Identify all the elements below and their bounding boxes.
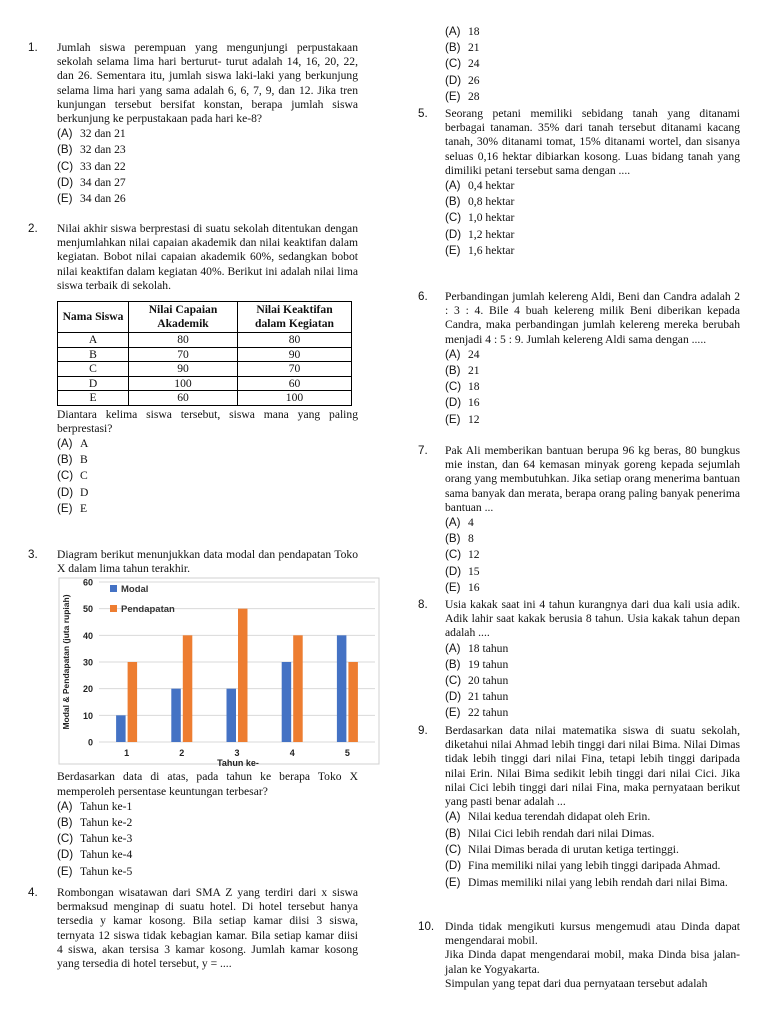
option-text: 12 (468, 412, 480, 426)
answer-option[interactable] (445, 641, 740, 657)
answer-option[interactable] (445, 875, 740, 891)
bar-pendapatan (128, 662, 138, 742)
option-label: (A) (445, 810, 461, 824)
answer-option[interactable] (445, 412, 740, 428)
table-cell: 80 (238, 333, 352, 348)
option-label: (A) (57, 127, 73, 141)
bar-modal (337, 636, 347, 743)
option-label: (E) (445, 412, 461, 426)
question-prompt: Diantara kelima siswa tersebut, siswa mana yang paling berprestasi? (57, 407, 358, 435)
answer-option[interactable] (445, 395, 740, 411)
option-text: Dimas memiliki nilai yang lebih rendah dari nilai Bima. (468, 875, 728, 889)
table-row (58, 376, 352, 391)
option-text: 15 (468, 564, 480, 578)
x-tick-label: 3 (234, 748, 240, 759)
option-label: (A) (445, 25, 461, 38)
table-cell: 60 (129, 391, 238, 406)
chart-frame (59, 578, 379, 764)
answer-option[interactable] (57, 159, 358, 175)
question-line: Simpulan yang tepat dari dua pernyataan tersebut adalah (445, 976, 708, 990)
bar-pendapatan (293, 636, 303, 743)
option-label: (B) (445, 657, 461, 671)
option-text: 22 tahun (468, 706, 509, 720)
options-q3 (57, 799, 358, 880)
answer-option[interactable] (57, 175, 358, 191)
answer-option[interactable] (57, 436, 358, 452)
y-tick-label: 0 (87, 737, 93, 748)
x-tick-label: 1 (124, 748, 130, 759)
y-tick-label: 50 (82, 604, 93, 615)
answer-option[interactable] (445, 858, 740, 874)
question-number: 4. (28, 886, 38, 899)
options-q8 (445, 641, 740, 722)
option-label: (B) (57, 453, 73, 467)
option-label: (A) (445, 516, 461, 530)
option-text: C (80, 469, 88, 483)
question-number: 3. (28, 548, 38, 561)
option-text: B (80, 453, 88, 467)
option-text: 24 (468, 347, 480, 361)
table-cell: 90 (129, 362, 238, 377)
question-7 (418, 444, 740, 596)
answer-option[interactable] (57, 468, 358, 484)
answer-option[interactable] (445, 210, 740, 226)
header-nama-siswa: Nama Siswa (58, 302, 129, 333)
option-text: 20 tahun (468, 674, 509, 688)
table-cell: A (58, 333, 129, 348)
answer-option[interactable] (445, 547, 740, 563)
x-axis-label: Tahun ke- (217, 758, 259, 769)
option-text: 12 (468, 548, 480, 562)
option-label: (D) (445, 564, 462, 578)
bar-modal (116, 716, 126, 743)
option-label: (C) (57, 469, 74, 483)
table-cell: 90 (238, 347, 352, 362)
y-tick-label: 40 (82, 631, 93, 642)
question-number: 2. (28, 222, 38, 235)
question-5 (418, 107, 740, 259)
option-text: 1,6 hektar (468, 243, 515, 257)
option-text: 1,2 hektar (468, 227, 515, 241)
question-1 (28, 41, 358, 207)
option-label: (B) (445, 364, 461, 378)
option-text: 26 (468, 73, 480, 87)
question-number: 5. (418, 107, 428, 120)
option-label: (C) (445, 57, 462, 71)
y-tick-label: 10 (82, 711, 93, 722)
option-label: (B) (57, 143, 73, 157)
option-text: 21 tahun (468, 690, 509, 704)
bar-modal (227, 689, 237, 742)
option-label: (D) (445, 73, 462, 87)
answer-option[interactable] (445, 56, 740, 72)
option-text: 8 (468, 532, 474, 546)
option-text: 21 (468, 41, 480, 55)
bar-modal (171, 689, 181, 742)
option-text: 32 dan 23 (80, 143, 126, 157)
bar-chart-svg (57, 576, 382, 768)
options-q5 (445, 178, 740, 259)
bar-pendapatan (183, 636, 193, 743)
answer-option[interactable] (445, 347, 740, 363)
option-label: (E) (57, 501, 73, 515)
question-text: Berdasarkan data nilai matematika siswa di suatu sekolah, diketahui nilai Ahmad lebih tinggi dari nilai Bima. Nilai Dimas tidak lebih tinggi dari nilai Fina, tetapi lebih tinggi daripada nilai Erin. Nilai Bima sedikit lebih tinggi dari nilai Cici. Jika nilai Cici lebih tinggi dari nilai Fina, maka pernyataan berikut yang pasti benar adalah ... (445, 724, 740, 809)
answer-option[interactable] (57, 485, 358, 501)
header-nilai-akademik: Nilai Capaian Akademik (129, 302, 238, 333)
answer-option[interactable] (57, 815, 358, 831)
answer-option[interactable] (445, 705, 740, 721)
answer-option[interactable] (445, 24, 740, 40)
answer-option[interactable] (445, 689, 740, 705)
option-text: 21 (468, 364, 480, 378)
y-axis-label: Modal & Pendapatan (juta rupiah) (61, 594, 71, 730)
y-tick-label: 60 (82, 577, 93, 588)
option-text: 1,0 hektar (468, 211, 515, 225)
answer-option[interactable] (445, 580, 740, 596)
table-cell: B (58, 347, 129, 362)
question-line: Dinda tidak mengikuti kursus mengemudi atau Dinda dapat mengendarai mobil. (445, 920, 740, 948)
option-label: (A) (57, 799, 73, 813)
option-label: (C) (445, 843, 462, 857)
options-q7 (445, 515, 740, 596)
table-row (58, 391, 352, 406)
answer-option[interactable] (445, 564, 740, 580)
answer-option[interactable] (445, 657, 740, 673)
option-label: (D) (57, 175, 74, 189)
option-text: Nilai kedua terendah didapat oleh Erin. (468, 810, 651, 824)
question-number: 6. (418, 290, 428, 303)
option-label: (C) (445, 548, 462, 562)
answer-option[interactable] (57, 501, 358, 517)
question-text: Jumlah siswa perempuan yang mengunjungi perpustakaan sekolah selama lima hari berturut- turut adalah 14, 16, 20, 22, dan 26. Sementara itu, jumlah siswa laki-laki yang berkunjung selama lima hari yang sama adalah 6, 6, 7, 9, dan 12. Jika tren kunjungan tersebut bersifat konstan, berapa jumlah siswa berkunjung ke perpustakaan pada hari ke-8? (57, 41, 358, 126)
option-label: (D) (57, 485, 74, 499)
question-text: Pak Ali memberikan bantuan berupa 96 kg beras, 80 bungkus mie instan, dan 64 kemasan minyak goreng kepada sejumlah orang yang membutuhkan. Jika setiap orang menerima bantuan sama banyak dan merata, berapa orang paling banyak penerima bantuan ... (445, 444, 740, 514)
table-cell: 60 (238, 376, 352, 391)
answer-option[interactable] (57, 126, 358, 142)
option-text: Fina memiliki nilai yang lebih tinggi daripada Ahmad. (468, 859, 721, 873)
question-10 (418, 920, 740, 991)
option-text: 0,8 hektar (468, 195, 515, 209)
option-label: (B) (445, 532, 461, 546)
option-text: Tahun ke-2 (80, 816, 133, 830)
option-text: 4 (468, 516, 474, 530)
option-text: 34 dan 26 (80, 192, 126, 206)
question-text: Rombongan wisatawan dari SMA Z yang terdiri dari x siswa bermaksud menginap di suatu hotel. Di hotel tersebut hanya tersedia y kamar kosong. Bila setiap kamar diisi 3 siswa, ternyata 12 siswa tidak kebagian kamar. Bila setiap kamar diisi 4 siswa, akan tersisa 3 kamar kosong. Jumlah kamar kosong yang tersedia di hotel tersebut, y = .... (57, 886, 358, 971)
answer-option[interactable] (57, 847, 358, 863)
option-label: (C) (445, 380, 462, 394)
options-q2 (57, 436, 358, 517)
question-2 (28, 222, 358, 517)
option-text: 33 dan 22 (80, 159, 126, 173)
answer-option[interactable] (445, 363, 740, 379)
table-cell: 80 (129, 333, 238, 348)
answer-option[interactable] (57, 191, 358, 207)
answer-option[interactable] (445, 515, 740, 531)
score-table (57, 301, 352, 406)
option-text: 32 dan 21 (80, 127, 126, 141)
option-label: (D) (57, 848, 74, 862)
option-text: Tahun ke-1 (80, 799, 133, 813)
question-line: Jika Dinda dapat mengendarai mobil, maka Dinda bisa jalan-jalan ke Yogyakarta. (445, 948, 740, 976)
x-tick-label: 5 (344, 748, 350, 759)
answer-option[interactable] (445, 194, 740, 210)
bar-chart (57, 576, 382, 768)
table-cell: 100 (238, 391, 352, 406)
option-text: Tahun ke-3 (80, 832, 133, 846)
answer-option[interactable] (445, 531, 740, 547)
header-nilai-keaktifan: Nilai Keaktifan dalam Kegiatan (238, 302, 352, 333)
y-tick-label: 30 (82, 657, 93, 668)
question-number: 7. (418, 444, 428, 457)
option-label: (A) (445, 347, 461, 361)
table-row (58, 347, 352, 362)
option-label: (E) (445, 706, 461, 720)
question-text: Nilai akhir siswa berprestasi di suatu sekolah ditentukan dengan menjumlahkan nilai capaian akademik dan nilai keaktifan dalam kegiatan. Bobot nilai capaian akademik 60%, sedangkan bobot nilai keaktifan dalam kegiatan 40%. Berikut ini adalah nilai lima siswa terbaik di sekolah. (57, 222, 358, 292)
question-number: 8. (418, 598, 428, 611)
question-number: 10. (418, 920, 435, 933)
legend-label: Pendapatan (121, 604, 175, 616)
answer-option[interactable] (445, 89, 740, 105)
answer-option[interactable] (445, 809, 740, 825)
answer-option[interactable] (445, 40, 740, 56)
question-prompt: Berdasarkan data di atas, pada tahun ke berapa Toko X memperoleh persentase keuntungan terbesar? (57, 770, 358, 798)
answer-option[interactable] (445, 227, 740, 243)
question-text: Diagram berikut menunjukkan data modal dan pendapatan Toko X dalam lima tahun terakhir. (57, 548, 358, 576)
x-tick-label: 2 (179, 748, 185, 759)
option-label: (A) (57, 436, 73, 450)
option-label: (E) (445, 89, 461, 103)
answer-option[interactable] (445, 842, 740, 858)
option-text: Nilai Dimas berada di urutan ketiga tertinggi. (468, 843, 679, 857)
question-number: 1. (28, 41, 38, 54)
table-cell: E (58, 391, 129, 406)
option-text: 24 (468, 57, 480, 71)
question-text: Perbandingan jumlah kelereng Aldi, Beni dan Candra adalah 2 : 3 : 4. Bile 4 buah kelereng milik Beni diberikan kepada Candra, maka perbandingan jumlah kelereng mereka berubah menjadi 4 : 5 : 9. Jumlah kelereng Aldi sama dengan ..... (445, 290, 740, 346)
answer-option[interactable] (445, 379, 740, 395)
answer-option[interactable] (445, 673, 740, 689)
table-cell: D (58, 376, 129, 391)
option-text: 18 (468, 25, 480, 38)
option-label: (B) (445, 41, 461, 55)
question-text: Seorang petani memiliki sebidang tanah yang ditanami berbagai tanaman. 35% dari tanah tersebut ditanami kacang tanah, 30% ditanami tomat, 15% ditanami wortel, dan sisanya seluas 0,16 hektar dibiarkan kosong. Luas bidang tanah yang dimiliki petani tersebut sama dengan .... (445, 107, 740, 177)
table-cell: C (58, 362, 129, 377)
table-cell: 70 (238, 362, 352, 377)
options-q9 (445, 809, 740, 891)
answer-option[interactable] (57, 142, 358, 158)
option-text: 18 tahun (468, 641, 509, 655)
answer-option[interactable] (57, 799, 358, 815)
option-text: A (80, 436, 89, 450)
option-text: 34 dan 27 (80, 175, 126, 189)
option-label: (B) (445, 826, 461, 840)
x-tick-label: 4 (289, 748, 295, 759)
option-text: 18 (468, 380, 480, 394)
answer-option[interactable] (445, 178, 740, 194)
option-label: (E) (445, 875, 461, 889)
answer-option[interactable] (57, 864, 358, 880)
option-text: D (80, 485, 89, 499)
legend-swatch (110, 605, 117, 612)
options-q6 (445, 347, 740, 428)
question-9 (418, 724, 740, 891)
question-4-options (418, 24, 740, 105)
question-6 (418, 290, 740, 428)
option-label: (E) (57, 192, 73, 206)
option-label: (D) (445, 690, 462, 704)
option-label: (E) (445, 243, 461, 257)
option-label: (E) (445, 580, 461, 594)
answer-option[interactable] (445, 243, 740, 259)
legend-label: Modal (121, 584, 149, 596)
option-label: (D) (445, 227, 462, 241)
table-cell: 70 (129, 347, 238, 362)
table-row (58, 333, 352, 348)
option-text: 16 (468, 580, 480, 594)
answer-option[interactable] (445, 826, 740, 842)
option-text: 16 (468, 396, 480, 410)
question-8 (418, 598, 740, 722)
option-text: E (80, 501, 88, 515)
bar-pendapatan (238, 609, 248, 742)
question-4 (28, 886, 358, 971)
y-tick-label: 20 (82, 684, 93, 695)
option-label: (C) (445, 211, 462, 225)
table-row (58, 362, 352, 377)
option-label: (A) (445, 179, 461, 193)
option-text: Tahun ke-4 (80, 848, 133, 862)
option-label: (E) (57, 864, 73, 878)
question-number: 9. (418, 724, 428, 737)
answer-option[interactable] (57, 831, 358, 847)
option-text: Nilai Cici lebih rendah dari nilai Dimas. (468, 826, 655, 840)
option-label: (D) (445, 859, 462, 873)
option-text: Tahun ke-5 (80, 864, 133, 878)
options-q4 (445, 24, 740, 105)
bar-pendapatan (348, 662, 358, 742)
option-text: 28 (468, 89, 480, 103)
question-text: Usia kakak saat ini 4 tahun kurangnya dari dua kali usia adik. Adik lahir saat kakak berusia 8 tahun. Usia kakak tahun depan adalah .... (445, 598, 740, 640)
option-text: 19 tahun (468, 657, 509, 671)
table-header-row (58, 302, 352, 333)
option-text: 0,4 hektar (468, 179, 515, 193)
option-label: (D) (445, 396, 462, 410)
answer-option[interactable] (445, 73, 740, 89)
options-q1 (57, 126, 358, 207)
option-label: (A) (445, 641, 461, 655)
legend-swatch (110, 585, 117, 592)
answer-option[interactable] (57, 452, 358, 468)
table-cell: 100 (129, 376, 238, 391)
option-label: (C) (445, 674, 462, 688)
question-3 (28, 548, 358, 880)
bar-modal (282, 662, 292, 742)
option-label: (C) (57, 832, 74, 846)
option-label: (B) (57, 816, 73, 830)
option-label: (C) (57, 159, 74, 173)
option-label: (B) (445, 195, 461, 209)
